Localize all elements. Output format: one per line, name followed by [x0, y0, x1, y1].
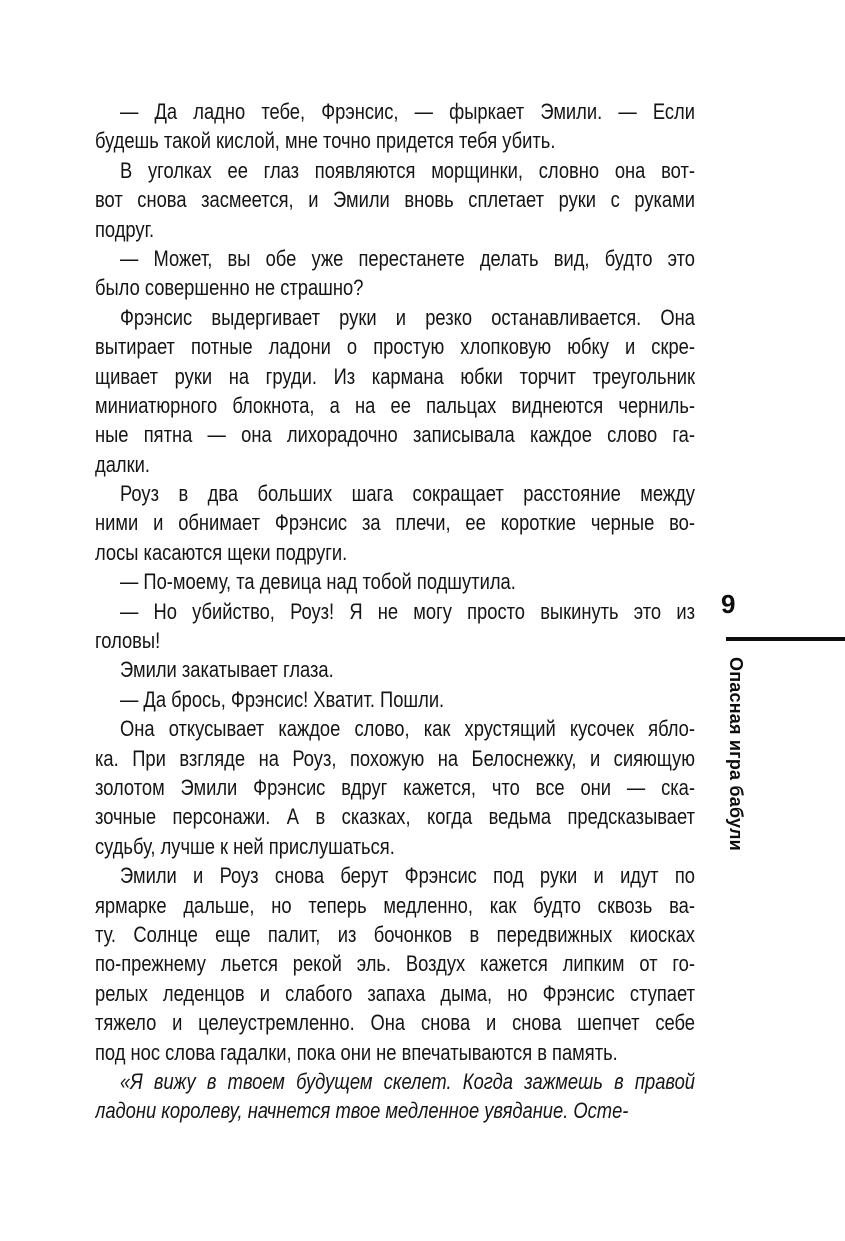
margin-rule [726, 637, 845, 641]
text-line: — Но убийство, Роуз! Я не могу просто выкинуть это из [119, 598, 695, 624]
text-line: было совершенно не страшно? [95, 275, 364, 301]
text-line: зочные персонажи. А в сказках, когда ведьма предсказывает [95, 804, 695, 830]
text-line: далки. [95, 451, 150, 477]
page-number: 9 [721, 589, 736, 619]
text-line: будешь такой кислой, мне точно придется тебя убить. [95, 128, 556, 154]
text-line: лосы касаются щеки подруги. [95, 539, 348, 565]
body-text-column [95, 97, 695, 1126]
text-line: Фрэнсис выдергивает руки и резко останавливается. Она [119, 304, 695, 330]
margin-book-title: Опасная игра бабули [726, 657, 746, 851]
text-line: ту. Солнце еще палит, из бочонков в передвижных киосках [95, 921, 695, 947]
text-line: Она откусывает каждое слово, как хрустящий кусочек ябло- [119, 716, 695, 742]
text-line: — По-моему, та девица над тобой подшутила. [119, 569, 516, 595]
text-line: тяжело и целеустремленно. Она снова и снова шепчет себе [95, 1010, 695, 1036]
text-line: Роуз в два больших шага сокращает расстояние между [119, 481, 695, 507]
text-line: ними и обнимает Фрэнсис за плечи, ее короткие черные во- [95, 510, 695, 536]
text-line: Эмили закатывает глаза. [119, 657, 334, 683]
text-line: — Может, вы обе уже перестанете делать вид, будто это [119, 245, 695, 271]
text-line: вот снова засмеется, и Эмили вновь сплетает руки с руками [95, 187, 695, 213]
text-line: щивает руки на груди. Из кармана юбки торчит треугольник [95, 363, 695, 389]
text-line: миниатюрного блокнота, а на ее пальцах виднеются черниль- [95, 392, 695, 418]
text-line: ладони королеву, начнется твое медленное увядание. Осте- [95, 1098, 629, 1124]
text-line: В уголках ее глаз появляются морщинки, словно она вот- [119, 157, 695, 183]
text-line: ка. При взгляде на Роуз, похожую на Белоснежку, и сияющую [95, 745, 695, 771]
text-line: по-прежнему льется рекой эль. Воздух кажется липким от го- [95, 951, 695, 977]
text-line: — Да ладно тебе, Фрэнсис, — фыркает Эмили. — Если [119, 99, 695, 124]
text-line: — Да брось, Фрэнсис! Хватит. Пошли. [119, 686, 445, 712]
text-line: под нос слова гадалки, пока они не впечатываются в память. [95, 1039, 618, 1065]
text-line: вытирает потные ладони о простую хлопковую юбку и скре- [95, 334, 695, 360]
text-line: ные пятна — она лихорадочно записывала каждое слово га- [95, 422, 695, 448]
text-line: судьбу, лучше к ней прислушаться. [95, 833, 395, 859]
text-line: ярмарке дальше, но теперь медленно, как будто сквозь ва- [95, 892, 695, 918]
text-line: релых леденцов и слабого запаха дыма, но Фрэнсис ступает [95, 980, 695, 1006]
text-line: «Я вижу в твоем будущем скелет. Когда зажмешь в правой [119, 1068, 695, 1094]
text-line: золотом Эмили Фрэнсис вдруг кажется, что все они — ска- [95, 774, 695, 800]
text-line: подруг. [95, 216, 155, 242]
text-line: головы! [95, 628, 161, 654]
text-line: Эмили и Роуз снова берут Фрэнсис под руки и идут по [119, 863, 695, 889]
